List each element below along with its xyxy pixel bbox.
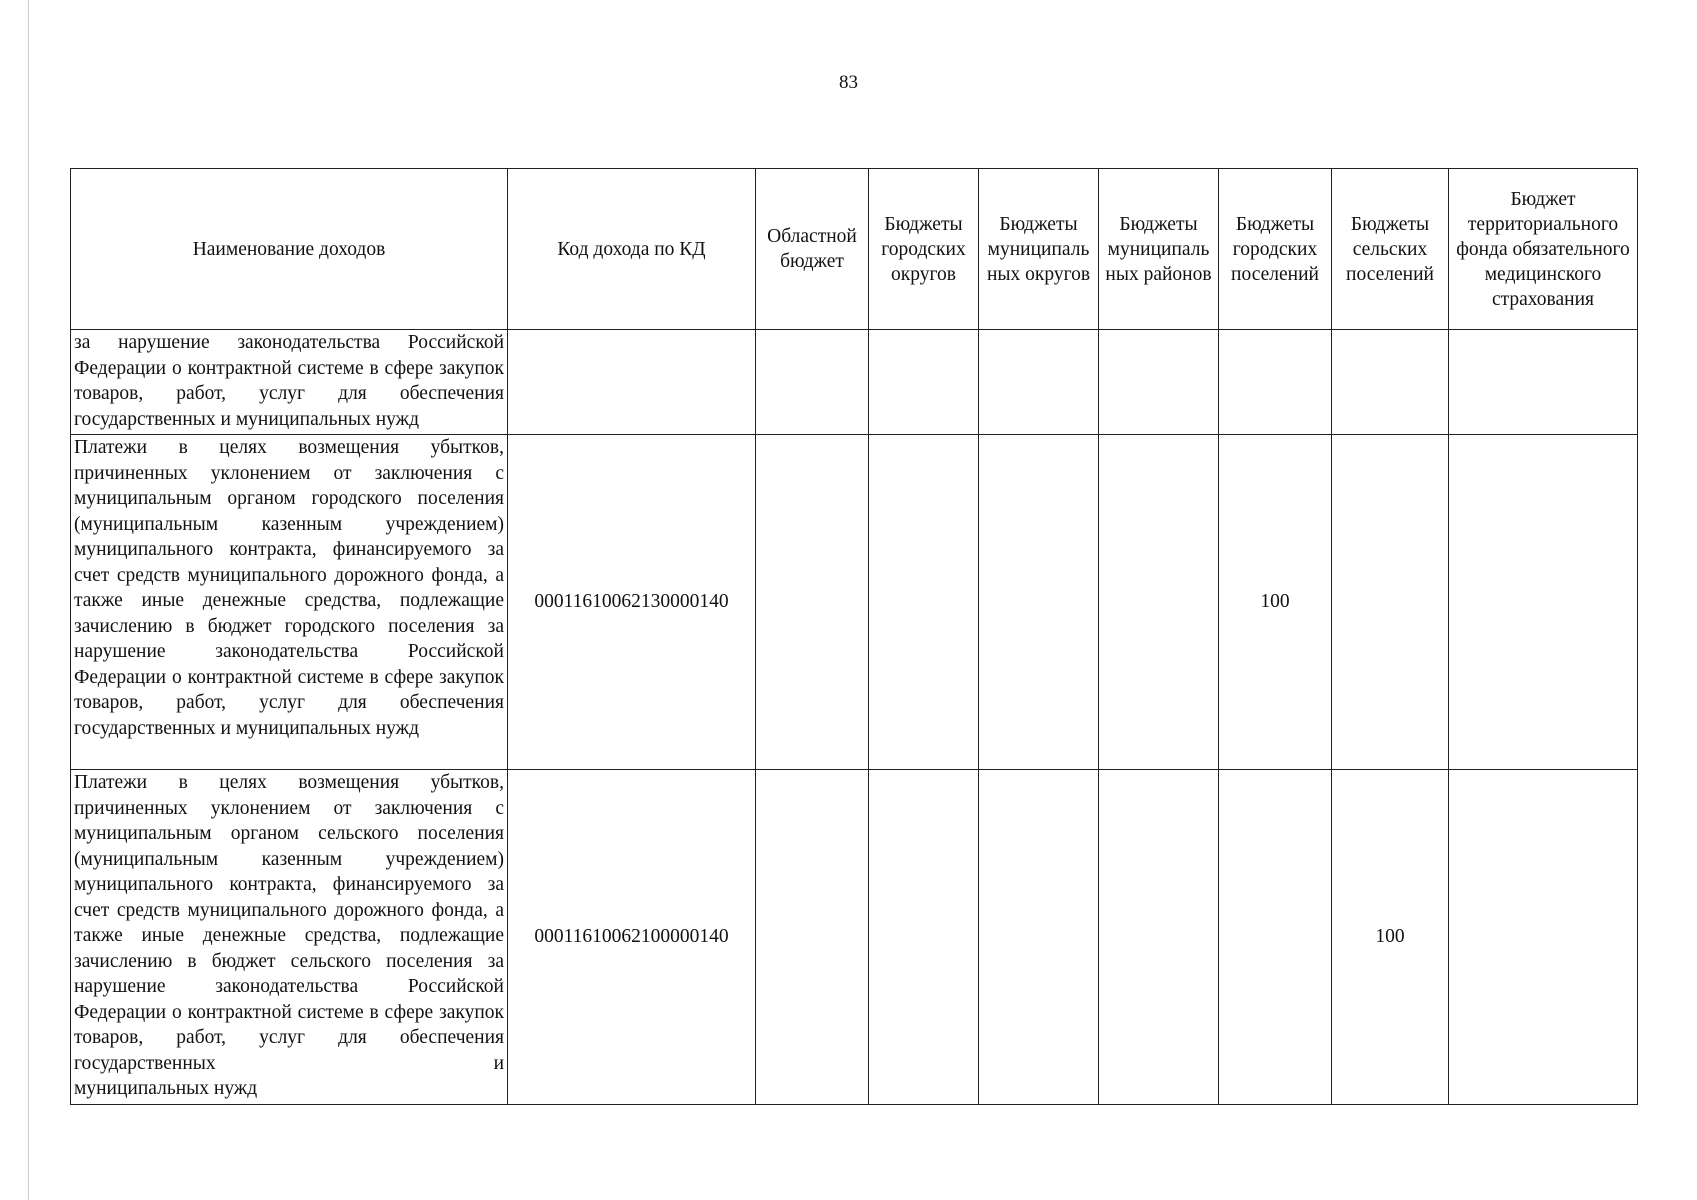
municipal-districts-cell (979, 770, 1099, 1105)
revenue-name-text-end: государственных и муниципальных нужд (74, 717, 420, 739)
header-revenue-code: Код дохода по КД (508, 169, 756, 330)
municipal-districts-cell (979, 330, 1099, 435)
revenue-code-cell: 00011610062100000140 (508, 770, 756, 1105)
table-row (71, 330, 1638, 435)
scan-margin-line (28, 0, 29, 1200)
revenue-name-cell (71, 330, 508, 435)
header-urban-settlements: Бюджеты городских поселений (1219, 169, 1332, 330)
rural-settlements-cell (1332, 435, 1449, 770)
revenue-name-text-end: муниципальных нужд (74, 1078, 258, 1099)
revenue-name-text: за нарушение законодательства Российской Федерации о контрактной системе в сфере закупок товаров, работ, услуг для обеспечения (74, 332, 504, 404)
medical-fund-cell (1449, 330, 1638, 435)
municipal-regions-cell (1099, 435, 1219, 770)
revenue-name-text: Платежи в целях возмещения убытков, причиненных уклонением от заключения с муниципальным органом сельского поселения (муниципальным казенным учреждением) муниципального контракта, финансируемого за счет средств муниципального дорожного фонда, а также иные денежные средства, подлежащие зачислению в бюджет сельского поселения за нарушение законодательства Российской Федерации о контрактной системе в сфере закупок товаров, работ, услуг для обеспечения государственных и (74, 772, 504, 1074)
rural-settlements-cell: 100 (1332, 770, 1449, 1105)
table-row (71, 770, 1638, 1105)
table-header-row (71, 169, 1638, 330)
header-municipal-districts: Бюджеты муниципаль ных округов (979, 169, 1099, 330)
revenue-name-cell (71, 435, 508, 770)
city-districts-cell (869, 435, 979, 770)
medical-fund-cell (1449, 770, 1638, 1105)
municipal-districts-cell (979, 435, 1099, 770)
header-rural-settlements: Бюджеты сельских поселений (1332, 169, 1449, 330)
regional-budget-cell (756, 770, 869, 1105)
header-regional-budget: Областной бюджет (756, 169, 869, 330)
medical-fund-cell (1449, 435, 1638, 770)
urban-settlements-cell (1219, 770, 1332, 1105)
municipal-regions-cell (1099, 330, 1219, 435)
city-districts-cell (869, 330, 979, 435)
revenue-name-text: Платежи в целях возмещения убытков, причиненных уклонением от заключения с муниципальным органом городского поселения (муниципальным казенным учреждением) муниципального контракта, финансируемого за счет средств муниципального дорожного фонда, а также иные денежные средства, подлежащие зачислению в бюджет городского поселения за нарушение законодательства Российской Федерации о контрактной системе в сфере закупок товаров, работ, услуг для обеспечения (74, 437, 504, 713)
header-municipal-regions: Бюджеты муниципаль ных районов (1099, 169, 1219, 330)
regional-budget-cell (756, 435, 869, 770)
urban-settlements-cell: 100 (1219, 435, 1332, 770)
header-medical-fund: Бюджет территориального фонда обязательного медицинского страхования (1449, 169, 1638, 330)
header-city-districts: Бюджеты городских округов (869, 169, 979, 330)
revenue-distribution-table (70, 168, 1638, 1105)
page-number: 83 (839, 72, 858, 93)
regional-budget-cell (756, 330, 869, 435)
revenue-code-cell (508, 330, 756, 435)
municipal-regions-cell (1099, 770, 1219, 1105)
header-revenue-name: Наименование доходов (71, 169, 508, 330)
rural-settlements-cell (1332, 330, 1449, 435)
revenue-code-cell: 00011610062130000140 (508, 435, 756, 770)
city-districts-cell (869, 770, 979, 1105)
table-row (71, 435, 1638, 770)
urban-settlements-cell (1219, 330, 1332, 435)
revenue-name-text-end: государственных и муниципальных нужд (74, 408, 420, 430)
revenue-name-cell (71, 770, 508, 1105)
